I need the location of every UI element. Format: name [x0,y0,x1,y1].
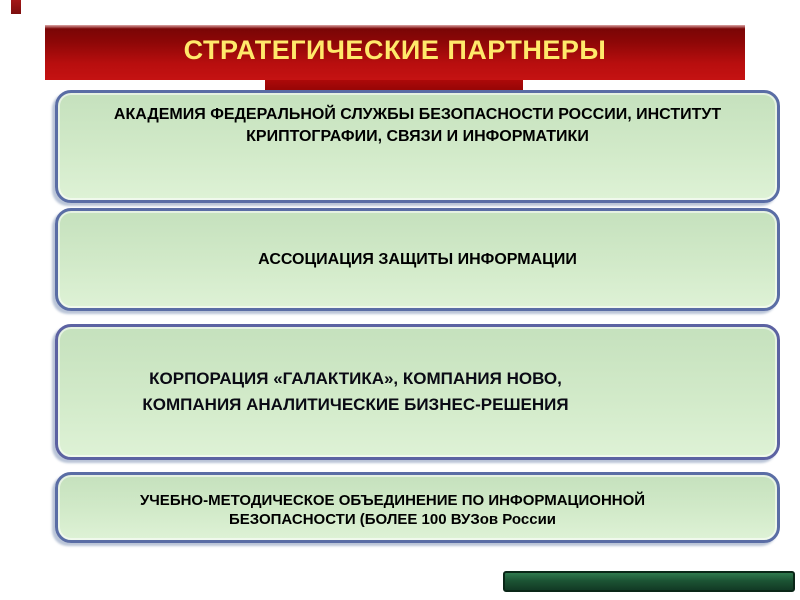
partner-box-umo [55,472,780,543]
partner-box-corporations [55,324,780,460]
slide-title: СТРАТЕГИЧЕСКИЕ ПАРТНЕРЫ [183,35,607,65]
box-text-line: АКАДЕМИЯ ФЕДЕРАЛЬНОЙ СЛУЖБЫ БЕЗОПАСНОСТИ РОССИИ, ИНСТИТУТ [113,106,722,123]
box-text-line: КРИПТОГРАФИИ, СВЯЗИ И ИНФОРМАТИКИ [246,128,589,145]
footer-bar [503,571,795,592]
accent-square [11,0,21,14]
box-text-line: УЧЕБНО-МЕТОДИЧЕСКОЕ ОБЪЕДИНЕНИЕ ПО ИНФОРМАЦИОННОЙ [139,492,646,509]
box-text-line: АССОЦИАЦИЯ ЗАЩИТЫ ИНФОРМАЦИИ [258,250,577,268]
box-text-line: КОРПОРАЦИЯ «ГАЛАКТИКА», КОМПАНИЯ НОВО, [149,369,562,388]
partner-box-academy [55,90,780,203]
box-text-line: БЕЗОПАСНОСТИ (БОЛЕЕ 100 ВУЗов России [228,511,557,528]
title-banner [45,25,745,80]
box-text-line: КОМПАНИЯ АНАЛИТИЧЕСКИЕ БИЗНЕС-РЕШЕНИЯ [142,395,569,414]
partner-box-association [55,208,780,311]
